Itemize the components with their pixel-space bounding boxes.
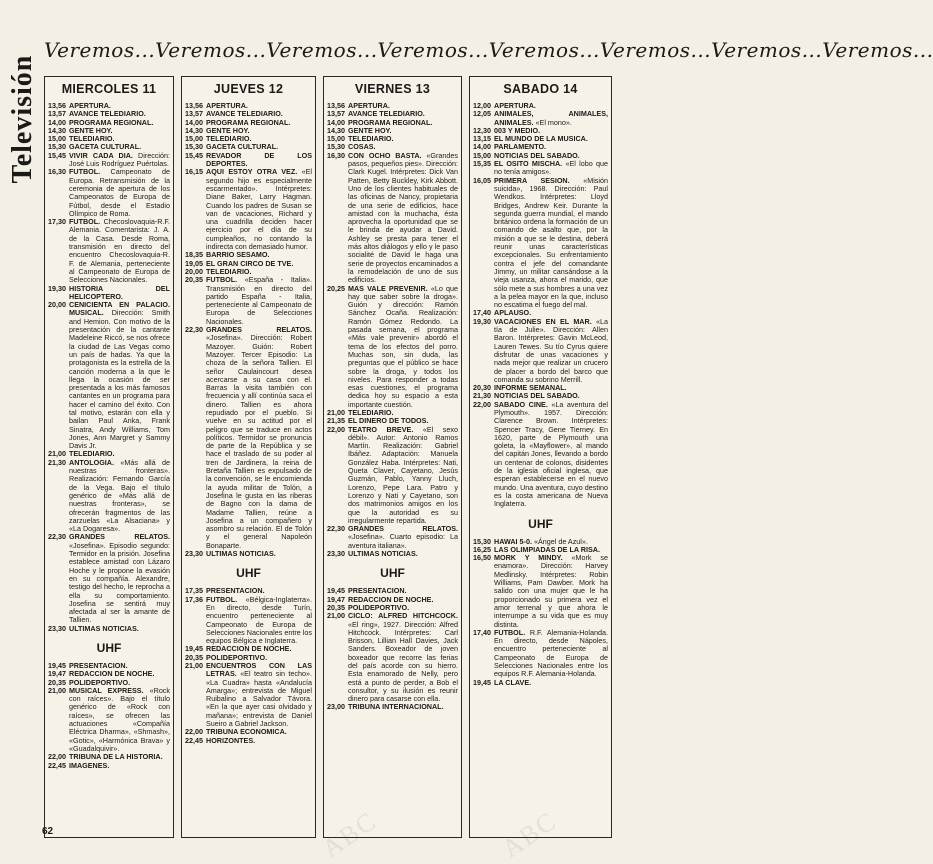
programme-text — [348, 525, 458, 550]
programme-title: EL OSITO MISCHA. — [494, 159, 563, 169]
programme-title: PRESENTACION. — [348, 586, 407, 596]
programme-time: 22,30 — [185, 325, 203, 335]
programme-time: 19,45 — [48, 661, 66, 670]
programme-text — [69, 459, 170, 534]
uhf-heading: UHF — [96, 641, 122, 655]
programme-text — [494, 629, 608, 679]
programme-time: 19,30 — [48, 283, 66, 293]
programme-time: 18,35 — [185, 250, 203, 260]
programme-title: MORK Y MINDY. — [494, 553, 563, 563]
programme-title: FUTBOL. — [69, 167, 101, 177]
programme-title: FUTBOL. — [69, 217, 101, 227]
programme-description: «El segundo hijo es especialmente escarmentado». Intérpretes: Diane Baker, Larry Hagman. Cuando los padres de Susan se van de vacaciones, Richard y una cuadrilla deciden hacer ejercicio por el día de su cumpleaños, no contando la indirecta con demasiado humor. — [206, 167, 313, 252]
programme-entry — [470, 554, 611, 629]
programme-time: 21,30 — [48, 457, 66, 467]
programme-time: 15,00 — [185, 134, 203, 144]
programme-entry — [324, 612, 461, 703]
programme-title: TRIBUNA ECONOMICA. — [206, 727, 287, 737]
programme-entry — [45, 459, 173, 534]
programme-text — [206, 276, 312, 326]
programme-time: 13,57 — [327, 109, 345, 119]
programme-title: IMAGENES. — [69, 760, 110, 770]
programme-title: TELEDIARIO. — [206, 134, 252, 144]
programme-time: 19,30 — [473, 316, 491, 326]
programme-time: 17,30 — [48, 217, 66, 227]
programme-time: 15,30 — [185, 142, 203, 152]
programme-title: AVANCE TELEDIARIO. — [348, 109, 425, 119]
programme-title: GENTE HOY. — [348, 125, 392, 135]
programme-description: «España - Italia». Transmisión en directo del partido España - Italia, perteneciente al Campeonato de Europa de Selecciones Nacionales. — [206, 275, 312, 326]
programme-title: GENTE HOY. — [206, 125, 250, 135]
programme-title: POLIDEPORTIVO. — [69, 677, 131, 687]
programme-text — [206, 550, 312, 558]
programme-time: 22,00 — [327, 424, 345, 434]
programme-description: «El ring», 1927. Dirección: Alfred Hitchcock. Intérpretes: Carl Brisson, Lillian Hall Davies, Jack Sanders. Boxeador de joven boxeador que recorre las ferias del país acorde con su hierro. Esta enamorado de Nelly, pero está a punto de perder, a Bob el consultor, y su ilusión es reunir dinero para casarse con ella. — [348, 619, 458, 704]
programme-title: GRANDES RELATOS. — [348, 524, 458, 534]
programme-time: 22,00 — [185, 727, 203, 737]
programme-time: 14,00 — [473, 142, 491, 152]
programme-time: 14,30 — [48, 125, 66, 135]
programme-text — [69, 168, 170, 218]
programme-title: TRIBUNA INTERNACIONAL. — [348, 702, 444, 712]
programme-text — [69, 762, 170, 770]
programme-title: TEATRO BREVE. — [348, 424, 414, 434]
programme-entry — [324, 525, 461, 550]
programme-title: BARRIO SESAMO. — [206, 250, 270, 260]
programme-title: GRANDES RELATOS. — [206, 325, 312, 335]
programme-time: 16,50 — [473, 553, 491, 563]
programme-time: 13,56 — [327, 101, 345, 110]
programme-time: 17,40 — [473, 308, 491, 318]
programme-title: VIVIR CADA DIA. — [69, 150, 133, 160]
programme-time: 15,35 — [473, 159, 491, 169]
uhf-heading: UHF — [380, 566, 405, 581]
programme-title: PRESENTACION. — [69, 661, 128, 670]
programme-entry — [45, 285, 173, 302]
programme-entry — [45, 625, 173, 633]
programme-time: 19,47 — [327, 594, 345, 604]
programme-title: COSAS. — [348, 142, 376, 152]
programme-time: 16,30 — [327, 150, 345, 160]
programme-entry — [470, 679, 611, 687]
programme-description: R.F. Alemania-Holanda. En directo, desde Nápoles, encuentro perteneciente al Campeonato de Europa de Selecciones Nacionales entre los equipos R.F. Alemania-Holanda. — [494, 627, 608, 679]
programme-title: AVANCE TELEDIARIO. — [69, 109, 146, 119]
programme-entry — [182, 152, 315, 169]
programme-description: «Bélgica-Inglaterra». En directo, desde Turín, encuentro perteneciente al Campeonato de Europa de Selecciones Nacionales entre los equipos Bélgica e Inglaterra. — [206, 594, 312, 646]
programme-text — [348, 612, 458, 703]
day-heading: SABADO 14 — [503, 82, 578, 96]
programme-time: 20,35 — [185, 652, 203, 662]
programme-time: 13,57 — [185, 109, 203, 119]
programme-time: 12,30 — [473, 125, 491, 135]
column-saturday — [469, 76, 612, 838]
programme-time: 20,00 — [48, 300, 66, 310]
programme-title: REDACCION DE NOCHE. — [206, 644, 292, 654]
programme-time: 17,40 — [473, 627, 491, 637]
programme-time: 12,00 — [473, 101, 491, 110]
programme-entry — [324, 550, 461, 558]
programme-time: 15,45 — [185, 150, 203, 160]
programme-description: «Misión suicida», 1968. Dirección: Paul Wendkos. Intérpretes: Lloyd Bridges, Andrew Keir. Durante la segunda guerra mundial, el mando británico ordena la formación de un comando de asalto que, por la misión a que se le destina, deberá reunir unas características excepcionales. Su enfrentamiento contra el jefe del comandante Jimmy, un militar cansándose a la vieja usanza, ahora el marido, que sólo mete a sus hombres a una vez a la pelea mayor en la que, incluso no escatima el fuego del mal. — [494, 175, 608, 310]
programme-text — [69, 687, 170, 753]
programme-entry — [45, 301, 173, 450]
programme-description: «Ángel de Azul». — [533, 536, 588, 546]
programme-description: «Más allá de nuestras fronteras». Realización: Fernando García de la Vega. Bajo el título genérico de «Más allá de nuestras fronteras», se ofrecerán fragmentos de las zarzuelas «La Alsaciana» y «La Dogaresa». — [69, 457, 170, 534]
programme-text — [494, 679, 608, 687]
programme-title: APERTURA. — [206, 101, 248, 110]
programme-entry — [324, 152, 461, 285]
programme-description: «Grandes pasos, pequeños pies». Dirección: Clark Kugel. Intérpretes: Dick Van Patten, Betty Buckley, Kirk Abbott. Uno de los clientes habituales de las oficinas de Nancy, propietaria de una serie de edificios, hace amistad con la muchacha, ésta aprovecha la oportunidad que se le brinda de ayudar a David. Ashley se presta para tener el más altos diálogos y ello y le paso socialité de David le haga una serie de proyectos encaminados a la remodelación de uno de sus edificios. — [348, 150, 458, 285]
programme-title: APERTURA. — [348, 101, 390, 110]
programme-time: 16,30 — [48, 167, 66, 177]
programme-title: POLIDEPORTIVO. — [348, 602, 410, 612]
programme-entry — [324, 703, 461, 711]
programme-title: NOTICIAS DEL SABADO. — [494, 391, 580, 401]
programme-title: PRIMERA SESION. — [494, 175, 570, 185]
programme-time: 15,30 — [48, 142, 66, 152]
programme-text — [494, 318, 608, 384]
programme-time: 15,00 — [473, 150, 491, 160]
programme-time: 14,30 — [185, 125, 203, 135]
programme-text — [494, 160, 608, 177]
programme-time: 19,45 — [327, 586, 345, 596]
programme-title: TRIBUNA DE LA HISTORIA. — [69, 752, 163, 762]
programme-time: 14,00 — [48, 117, 66, 127]
programme-time: 15,30 — [327, 142, 345, 152]
programme-title: APERTURA. — [494, 101, 536, 110]
programme-entry — [324, 426, 461, 526]
programme-time: 21,00 — [48, 449, 66, 459]
programme-text — [206, 662, 312, 728]
programme-text — [348, 550, 458, 558]
column-wednesday — [44, 76, 174, 838]
programme-time: 22,00 — [48, 752, 66, 762]
programme-time: 19,45 — [473, 677, 491, 687]
programme-time: 21,00 — [48, 685, 66, 695]
column-thursday — [181, 76, 316, 838]
programme-text — [494, 401, 608, 509]
day-heading: JUEVES 12 — [213, 82, 284, 96]
programme-title: REDACCION DE NOCHE. — [348, 594, 434, 604]
programme-time: 13,57 — [48, 109, 66, 119]
programme-title: REVADOR DE LOS DEPORTES. — [206, 150, 312, 169]
programme-title: MAS VALE PREVENIR. — [348, 283, 428, 293]
programme-time: 15,45 — [48, 150, 66, 160]
programme-text — [206, 168, 312, 251]
programme-title: AVANCE TELEDIARIO. — [206, 109, 283, 119]
programme-title: TELEDIARIO. — [69, 449, 115, 459]
programme-title: EL MUNDO DE LA MUSICA. — [494, 134, 588, 144]
programme-title: ENCUENTROS CON LAS LETRAS. — [206, 661, 312, 679]
programme-entry — [470, 629, 611, 679]
programme-entry — [45, 218, 173, 284]
programme-title: POLIDEPORTIVO. — [206, 652, 268, 662]
programme-entry — [182, 662, 315, 728]
programme-time: 16,05 — [473, 175, 491, 185]
programme-time: 23,30 — [48, 623, 66, 633]
programme-title: PROGRAMA REGIONAL. — [69, 117, 154, 127]
programme-time: 16,25 — [473, 544, 491, 554]
programme-entry — [470, 401, 611, 509]
programme-time: 20,35 — [48, 677, 66, 687]
uhf-heading: UHF — [236, 566, 261, 581]
programme-title: INFORME SEMANAL. — [494, 383, 567, 393]
programme-title: HAWAI 5-0. — [494, 536, 532, 546]
programme-description: «Rock con raíces». Bajo el título genérico de «Rock con raíces», se ofrecen las actuaciones «Compañía Eléctrica Dharma», «Shmash», «Gotic», «Harmónica Brava» y «Guadalquivir». — [69, 685, 170, 753]
programme-description: «La tía de Julie». Dirección: Allen Baron. Intérpretes: Gavin McLeod, Lauren Tewes. Su tío Cyrus quiere disfrutar de unas vacaciones y nada mejor que realizar un crucero de placer a bordo del barco que comanda su sobrino Merrill. — [494, 316, 608, 384]
programme-text — [494, 177, 608, 310]
programme-time: 14,30 — [327, 125, 345, 135]
programme-text — [206, 596, 312, 646]
programme-text — [494, 110, 608, 127]
programme-time: 20,35 — [185, 275, 203, 285]
programme-time: 20,25 — [327, 283, 345, 293]
day-heading: VIERNES 13 — [354, 82, 431, 96]
programme-time: 20,00 — [185, 266, 203, 276]
programme-time: 12,05 — [473, 109, 491, 119]
programme-entry — [45, 168, 173, 218]
programme-title: GRANDES RELATOS. — [69, 532, 170, 542]
programme-time: 22,30 — [48, 532, 66, 542]
programme-title: PROGRAMA REGIONAL. — [348, 117, 433, 127]
programme-title: 003 Y MEDIO. — [494, 125, 541, 135]
programme-time: 16,15 — [185, 167, 203, 177]
programme-entry — [45, 533, 173, 624]
programme-time: 23,30 — [327, 549, 345, 559]
programme-text — [69, 218, 170, 284]
programme-description: «El lobo que no tenía amigos». — [494, 159, 608, 177]
programme-time: 23,30 — [185, 549, 203, 559]
programme-time: 19,45 — [185, 644, 203, 654]
programme-title: MUSICAL EXPRESS. — [69, 685, 144, 695]
programme-time: 22,00 — [473, 399, 491, 409]
programme-title: SABADO CINE. — [494, 399, 548, 409]
programme-time: 21,00 — [185, 661, 203, 670]
programme-description: «Josefina». Cuarto episodio: La aventura italiana». — [348, 532, 458, 550]
programme-text — [348, 426, 458, 526]
programme-time: 15,30 — [473, 536, 491, 546]
programme-description: «Josefina». Dirección: Robert Mazoyer. Guión: Robert Mazoyer. Tercer Episodio: La choza de la señora Tallien. El señor Caulaincourt desea acercarse a su casa con el. Barras la visita también con frecuencia y allí continúa saca el dinero. Tallien es ahora repudiado por el pueblo. Si vuelve en su actitud por el peligro que se traduce en actos políticos. Termidor se pronuncia de parte de la República y se hace el traslado de su poder al tren de Jardinera, la reina de Bretaña Tallien es expulsado de la convención, se le encomienda la ayuda militar de Tolón, a Josefina le gusta en las riberas de Bagno con la dama de Madame Tallien, reúne a Josefina a un compañero y asombro su relación. El de Tolón y el general Napoleón Bonaparte. — [206, 333, 312, 550]
programme-description: Campeonato de Europa. Retransmisión de la ceremonia de apertura de los Campeonatos de Europa de Fútbol, desde el Estadio Olímpico de Roma. — [69, 167, 170, 218]
programme-text — [206, 326, 312, 550]
programme-title: ULTIMAS NOTICIAS. — [206, 549, 276, 559]
programme-title: TELEDIARIO. — [348, 134, 394, 144]
programme-title: APERTURA. — [69, 101, 111, 110]
programme-title: TELEDIARIO. — [206, 266, 252, 276]
programme-text — [69, 533, 170, 624]
programme-entry — [45, 762, 173, 770]
programme-entry — [182, 550, 315, 558]
programme-time: 15,00 — [327, 134, 345, 144]
programme-time: 17,35 — [185, 586, 203, 596]
programme-title: PARLAMENTO. — [494, 142, 547, 152]
programme-title: APLAUSO. — [494, 308, 532, 318]
programme-text — [494, 554, 608, 629]
programme-description: «Mork se enamora». Dirección: Harvey Medlinsky. Intérpretes: Robin Williams, Pam Dawber. Mork ha salido con una mujer que le ha proporcionado su primera vez el amor terrenal y que ahora le interrumpe a su vida que es muy distinta. — [494, 553, 608, 629]
programme-time: 21,30 — [473, 391, 491, 401]
day-heading: MIERCOLES 11 — [61, 82, 157, 96]
programme-entry — [182, 596, 315, 646]
programme-text — [348, 703, 458, 711]
veremos-banner: Veremos...Veremos...Veremos...Veremos...Veremos...Veremos...Veremos...Veremos... — [44, 38, 933, 62]
programme-entry — [470, 318, 611, 384]
programme-text — [69, 625, 170, 633]
programme-time: 15,00 — [48, 134, 66, 144]
programme-time: 13,56 — [48, 101, 66, 110]
column-friday — [323, 76, 462, 838]
programme-entry — [182, 737, 315, 745]
section-label: Televisión — [7, 54, 38, 184]
programme-time: 21,00 — [327, 611, 345, 621]
programme-description: Checoslovaquia-R.F. Alemania. Comentarista: J. A. de la Casa. Desde Roma, transmisión en directo del encuentro Checoslovaquia-R. F. de Alemania, perteneciente al Campeonato de Europa de Selecciones Nacionales. — [69, 217, 170, 285]
programme-title: HISTORIA DEL HELICOPTERO. — [69, 283, 170, 301]
programme-title: ULTIMAS NOTICIAS. — [348, 549, 418, 559]
programme-entry — [45, 687, 173, 753]
programme-title: VACACIONES EN EL MAR. — [494, 316, 592, 326]
programme-time: 20,35 — [327, 602, 345, 612]
programme-entry — [470, 177, 611, 310]
programme-entry — [45, 152, 173, 169]
programme-title: NOTICIAS DEL SABADO. — [494, 150, 580, 160]
programme-title: LAS OLIMPIADAS DE LA RISA. — [494, 544, 600, 554]
programme-time: 17,36 — [185, 594, 203, 604]
programme-description: «Josefina». Episodio segundo: Termidor en la prisión. Josefina establece amistad con Lázaro Hoche y le propone la evasión en su compañía. Alexandre, testigo del hecho, le reprocha a ella su comportamiento. Josefina se sentirá muy afectada al ser la amante de Tallien. — [69, 540, 170, 625]
programme-time: 22,45 — [185, 735, 203, 745]
programme-description: «Lo que hay que saber sobre la droga». Guión y dirección: Ramón Sánchez Ocaña. Realización: Ramón Gómez Redondo. La pasada semana, el programa «Más vale prevenir» abordó el tema de los efectos del porro. Muchas son, sin duda, las preguntas que el público se hace sobre la droga, y todos los niveles. Para responder a todas esas cuestiones, el programa dedica hoy su espacio a esta importante cuestión. — [348, 283, 459, 409]
programme-entry — [182, 168, 315, 251]
programme-text — [206, 152, 312, 169]
programme-title: CON OCHO BASTA. — [348, 150, 422, 160]
programme-title: ANTOLOGIA. — [69, 457, 114, 467]
programme-entry — [470, 160, 611, 177]
programme-entry — [182, 276, 315, 326]
programme-title: ANIMALES, ANIMALES, ANIMALES. — [494, 109, 608, 127]
uhf-heading: UHF — [528, 516, 553, 531]
programme-time: 21,00 — [327, 407, 345, 417]
programme-entry — [470, 110, 611, 127]
programme-time: 13,56 — [185, 101, 203, 110]
programme-time: 19,05 — [185, 258, 203, 268]
programme-title: AQUI ESTOY OTRA VEZ. — [206, 167, 298, 177]
programme-description: Dirección: José Luis Rodríguez Puértolas. — [69, 150, 171, 169]
programme-title: ULTIMAS NOTICIAS. — [69, 623, 139, 633]
programme-text — [348, 285, 458, 409]
programme-title: FUTBOL. — [206, 594, 238, 604]
programme-title: HORIZONTES. — [206, 735, 256, 745]
programme-description: Dirección: Smith and Hemion. Con motivo de la presentación de la cantante Madeleine Riccó, se nos ofrece la ciudad de Las Vegas como un país de hadas. Ya que la protagonista es la estrella de la canción moderna a la que le llega la ocasión de ser presentada a los más famosos cantantes en un programa para hacer el camino del éxito. Con tal motivo, estarán con ella y bailan Paul Anka, Frank Sinatra, Andy Williams, Tom Jones, Ann Margret y Sammy Davis Jr. — [69, 308, 171, 451]
programme-time: 22,45 — [48, 760, 66, 770]
programme-title: TELEDIARIO. — [348, 407, 394, 417]
programme-title: FUTBOL. — [494, 627, 526, 637]
programme-title: PROGRAMA REGIONAL. — [206, 117, 291, 127]
programme-time: 14,00 — [327, 117, 345, 127]
programme-description: «La aventura del Plymouth». 1957. Dirección: Clarence Brown. Intérpretes: Spencer Tracy, Gene Tierney. En 1620, parte de Plymouth una goleta, la «Mayflower», al mando del capitán Jones, llevando a bordo un centenar de colonos, disidentes de la iglesia oficial inglesa, que esperan establecerse en el nuevo mundo. Una aventura, cuyo destino es la costa americana de Nueva Inglaterra. — [494, 399, 608, 509]
programme-text — [69, 152, 170, 169]
programme-entry — [324, 285, 461, 409]
programme-time: 14,00 — [185, 117, 203, 127]
programme-text — [69, 301, 170, 450]
programme-title: REDACCION DE NOCHE. — [69, 669, 155, 679]
programme-time: 21,35 — [327, 416, 345, 426]
programme-time: 23,00 — [327, 702, 345, 712]
programme-title: CENICIENTA EN PALACIO. MUSICAL. — [69, 300, 170, 318]
page-number: 62 — [42, 826, 54, 837]
programme-title: GENTE HOY. — [69, 125, 113, 135]
programme-title: TELEDIARIO. — [69, 134, 115, 144]
programme-time: 20,30 — [473, 383, 491, 393]
programme-text — [348, 152, 458, 285]
programme-title: EL DINERO DE TODOS. — [348, 416, 429, 426]
programme-time: 22,30 — [327, 524, 345, 534]
programme-text — [69, 285, 170, 302]
programme-title: GACETA CULTURAL. — [206, 142, 279, 152]
programme-title: CICLO: ALFRED HITCHCOCK. — [348, 611, 458, 621]
programme-description: «El sexo débil». Autor: Antonio Ramos Martín. Realización: Gabriel Ibáñez. Adaptación: Manuela González Haba. Intérpretes: Nati, Queta Claver, Cayetano, Jesús Guzmán, Pablo, Yanny Lluch, Lorenzo, Pepe Lara. Patro y Lorenzo y Nati y Cayetano, son dos matrimonios amigos en los que la autoridad es su irregularmente repartida. — [348, 424, 458, 525]
programme-time: 19,47 — [48, 669, 66, 679]
programme-text — [206, 737, 312, 745]
programme-title: FUTBOL. — [206, 275, 238, 285]
programme-description: «El mono». — [535, 117, 572, 127]
programme-entry — [182, 326, 315, 550]
programme-title: PRESENTACION. — [206, 586, 265, 596]
programme-description: «El teatro sin techo». «La Cuadra» hasta «Andalucía Amarga»; entrevista de Miguel Ruibalino a Salvador Távora. «En la que ayer casi olvidado y mañana»; entrevista de Daniel Sueiro a Gabriel Jackson. — [206, 669, 312, 729]
programme-title: GACETA CULTURAL. — [69, 142, 142, 152]
programme-time: 13,15 — [473, 134, 491, 144]
programme-title: EL GRAN CIRCO DE TVE. — [206, 258, 294, 268]
programme-title: LA CLAVE. — [494, 677, 532, 687]
